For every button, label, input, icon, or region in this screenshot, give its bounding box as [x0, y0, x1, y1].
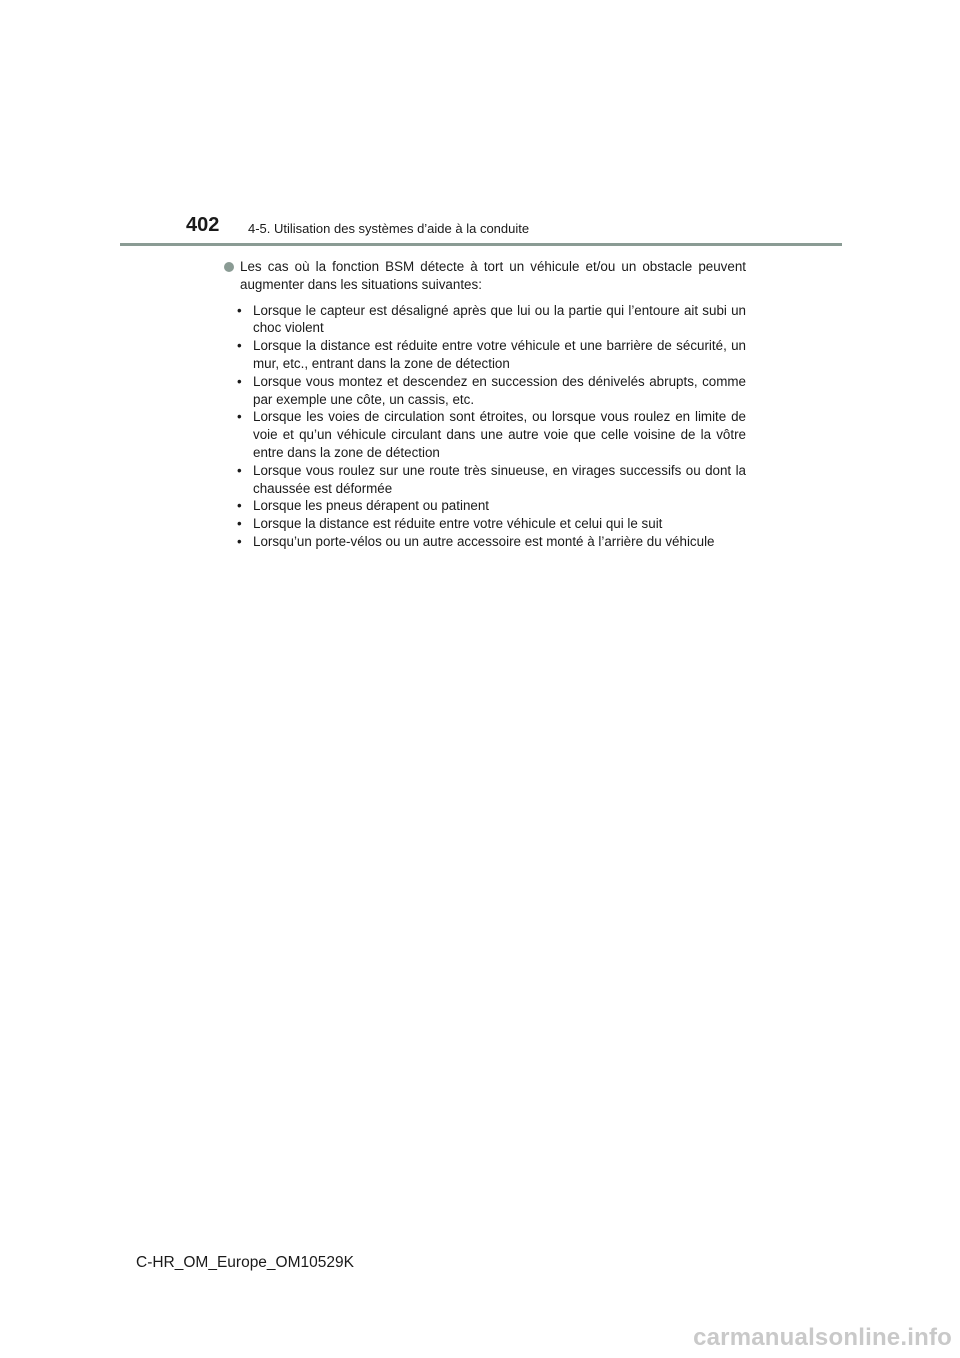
list-item: [224, 337, 746, 373]
list-bullet-icon: •: [237, 462, 242, 478]
list-item: [224, 515, 746, 533]
list-item: [224, 408, 746, 461]
lead-text: Les cas où la fonction BSM détecte à tort un véhicule et/ou un obstacle peuvent augmenter dans les situations suivantes:: [240, 259, 746, 292]
list-item-text: Lorsque les voies de circulation sont étroites, ou lorsque vous roulez en limite de voie et qu’un véhicule circulant dans une autre voie que celle voisine de la vôtre entre dans la zone de détection: [253, 409, 746, 460]
list-bullet-icon: •: [237, 533, 242, 549]
list-item: [224, 373, 746, 409]
list-item-text: Lorsque le capteur est désaligné après que lui ou la partie qui l’entoure ait subi un choc violent: [253, 302, 746, 336]
list-item-text: Lorsque vous roulez sur une route très sinueuse, en virages successifs ou dont la chaussée est déformée: [253, 462, 746, 496]
list-item-text: Lorsque vous montez et descendez en succession des dénivelés abrupts, comme par exemple une côte, un cassis, etc.: [253, 373, 746, 407]
list-item: [224, 497, 746, 515]
lead-paragraph: [224, 258, 746, 294]
list-bullet-icon: •: [237, 302, 242, 318]
situation-list: [224, 302, 746, 551]
list-item-text: Lorsqu’un porte-vélos ou un autre accessoire est monté à l’arrière du véhicule: [253, 533, 715, 549]
round-bullet-icon: [224, 262, 234, 272]
page-content: [224, 258, 746, 551]
list-bullet-icon: •: [237, 373, 242, 389]
list-item-text: Lorsque les pneus dérapent ou patinent: [253, 498, 490, 514]
document-code: C-HR_OM_Europe_OM10529K: [136, 1254, 354, 1271]
list-bullet-icon: •: [237, 516, 242, 532]
list-bullet-icon: •: [237, 409, 242, 425]
list-item-text: Lorsque la distance est réduite entre votre véhicule et celui qui le suit: [253, 516, 663, 532]
list-bullet-icon: •: [237, 338, 242, 354]
watermark: carmanualsonline.info: [693, 1324, 952, 1351]
header-rule: [120, 243, 842, 246]
section-title: 4-5. Utilisation des systèmes d’aide à la conduite: [248, 221, 530, 236]
list-item: [224, 462, 746, 498]
page-number: 402: [186, 214, 220, 236]
list-item: [224, 533, 746, 551]
list-item: [224, 302, 746, 338]
list-bullet-icon: •: [237, 498, 242, 514]
list-item-text: Lorsque la distance est réduite entre votre véhicule et une barrière de sécurité, un mur, etc., entrant dans la zone de détection: [253, 338, 746, 371]
